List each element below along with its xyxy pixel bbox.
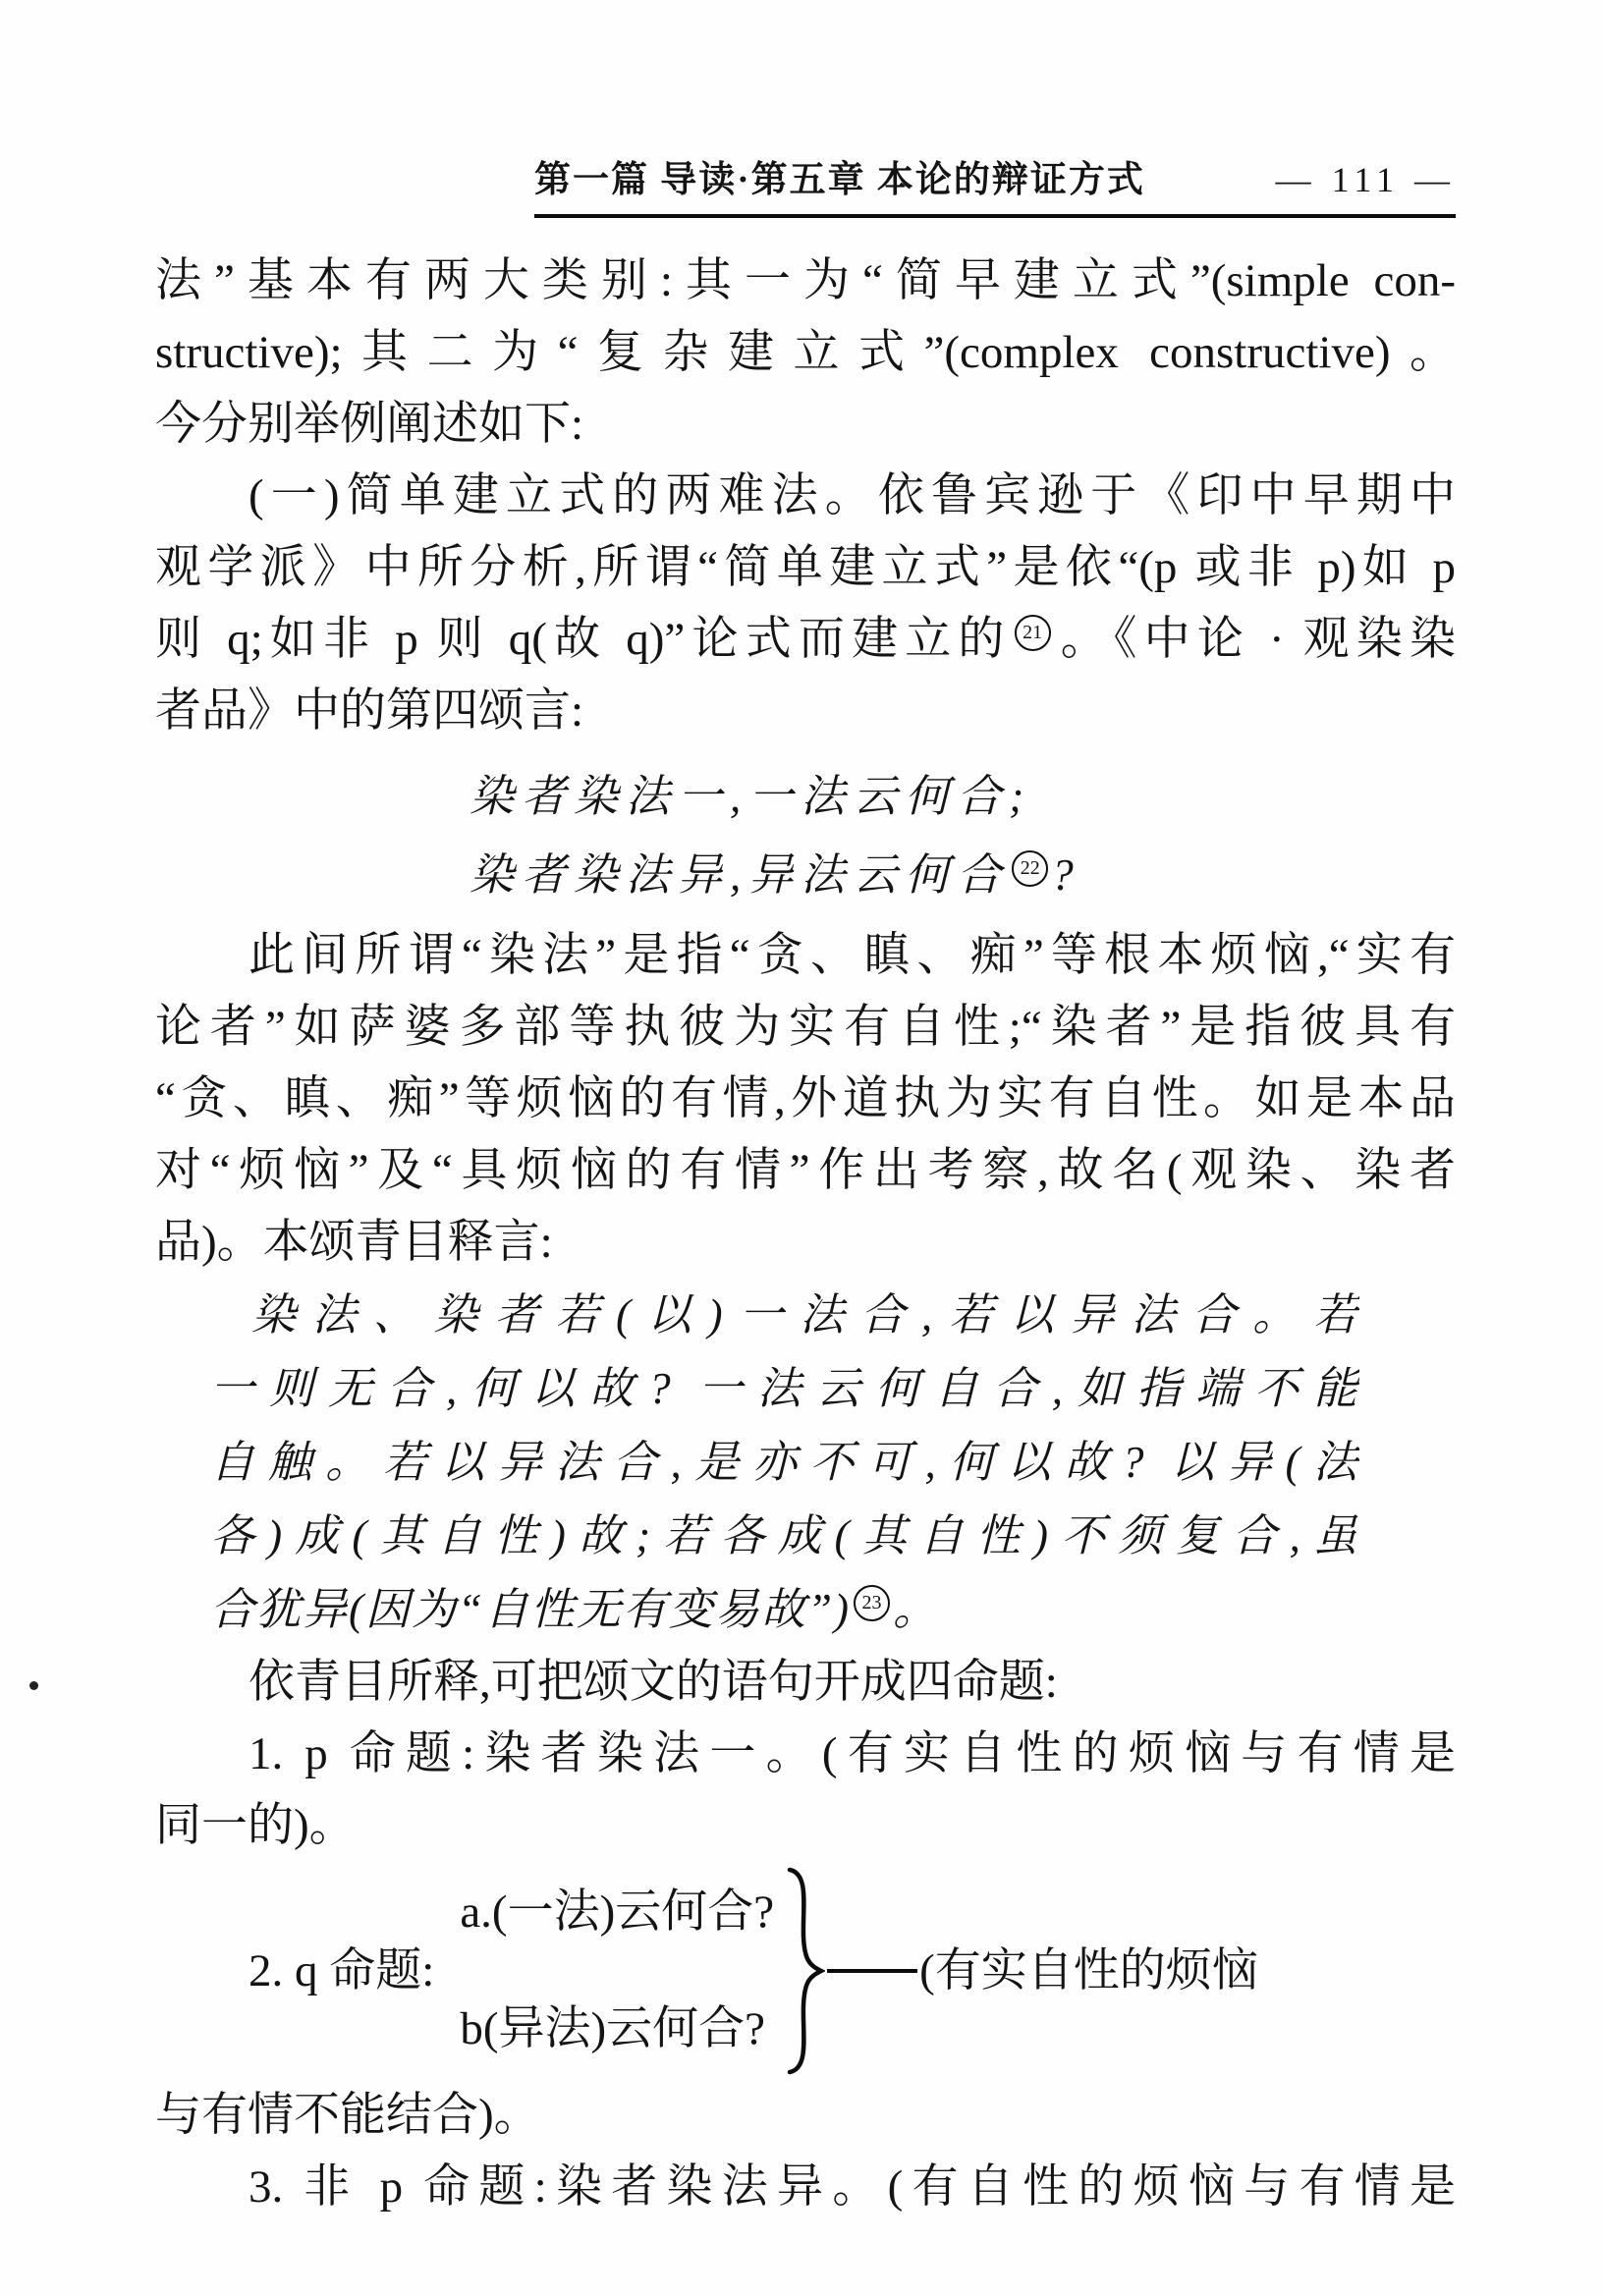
- verse-line-text: 染者染法异,异法云何合: [470, 850, 1010, 900]
- body-line: (一)简单建立式的两难法。依鲁宾逊于《印中早期中: [249, 470, 1456, 521]
- verse-line-text: ?: [1051, 850, 1081, 900]
- page-header: [534, 149, 1456, 218]
- quote-line-text: 合犹异(因为“自性无有变易故”): [210, 1585, 852, 1634]
- q-proposition-diagram: [249, 1862, 1456, 2080]
- quote-line: 染法、染者若(以)一法合,若以异法合。若: [251, 1290, 1359, 1339]
- quote-line: [210, 1573, 1359, 1647]
- connector-line: [827, 1969, 917, 1973]
- running-head: 第一篇 导读·第五章 本论的辩证方式: [534, 160, 1145, 200]
- verse-line: [470, 836, 1456, 914]
- q-proposition-label: 2. q 命题:: [249, 1944, 435, 1996]
- body-line: 观学派》中所分析,所谓“简单建立式”是依“(p 或非 p)如 p: [155, 542, 1456, 593]
- body-line-text: 。《中论 · 观染染: [1053, 614, 1456, 665]
- body-line: 3. 非 p 命题:染者染法异。(有自性的烦恼与有情是: [249, 2161, 1456, 2213]
- body-line: 依青目所释,可把颂文的语句开成四命题:: [249, 1657, 1058, 1708]
- body-line: 法”基本有两大类别:其一为“简早建立式”(simple con-: [155, 255, 1456, 306]
- quote-line: 各)成(其自性)故;若各成(其自性)不须复合,虽: [210, 1511, 1359, 1560]
- header-rule: [534, 214, 1456, 218]
- body-line: 与有情不能结合)。: [155, 2090, 540, 2141]
- footnote-marker-21: 21: [1015, 615, 1051, 651]
- body-line: [155, 604, 1456, 676]
- quote-line-text: 。: [893, 1585, 940, 1634]
- body-line: “贪、瞋、痴”等烦恼的有情,外道执为实有自性。如是本品: [155, 1073, 1456, 1124]
- body-line: 1. p 命题:染者染法一。(有实自性的烦恼与有情是: [249, 1728, 1456, 1779]
- q-option-b: b(异法)云何合?: [460, 2003, 765, 2054]
- verse-block: [470, 757, 1456, 914]
- commentary-quote-block: [210, 1279, 1359, 1647]
- body-line: 对“烦恼”及“具烦恼的有情”作出考察,故名(观染、染者: [155, 1145, 1456, 1196]
- q-option-a: a.(一法)云何合?: [460, 1886, 775, 1938]
- body-line: 今分别举例阐述如下:: [155, 399, 584, 450]
- quote-line: 自触。若以异法合,是亦不可,何以故? 以异(法: [210, 1438, 1359, 1487]
- body-line: 此间所谓“染法”是指“贪、瞋、痴”等根本烦恼,“实有: [249, 930, 1456, 981]
- body-line: structive);其二为“复杂建立式”(complex constructive)。: [155, 327, 1456, 378]
- margin-ink-speck: [29, 1681, 38, 1690]
- q-proposition-options: [460, 1877, 774, 2065]
- footnote-marker-22: 22: [1012, 850, 1048, 887]
- body-text: [155, 246, 1456, 2223]
- body-line: 者品》中的第四颂言:: [155, 685, 584, 737]
- right-brace-icon: [784, 1866, 825, 2076]
- body-line-text: 则 q;如非 p 则 q(故 q)”论式而建立的: [155, 614, 1012, 665]
- q-proposition-result: (有实自性的烦恼: [919, 1944, 1258, 1996]
- body-line: 品)。本颂青目释言:: [155, 1217, 553, 1268]
- body-line: 论者”如萨婆多部等执彼为实有自性;“染者”是指彼具有: [155, 1002, 1456, 1053]
- body-line: 同一的)。: [155, 1800, 356, 1851]
- quote-line: 一则无合,何以故? 一法云何自合,如指端不能: [210, 1364, 1359, 1413]
- page-number: — 111 —: [1275, 160, 1456, 199]
- verse-line: 染者染法一,一法云何合;: [470, 772, 1032, 821]
- footnote-marker-23: 23: [854, 1585, 890, 1621]
